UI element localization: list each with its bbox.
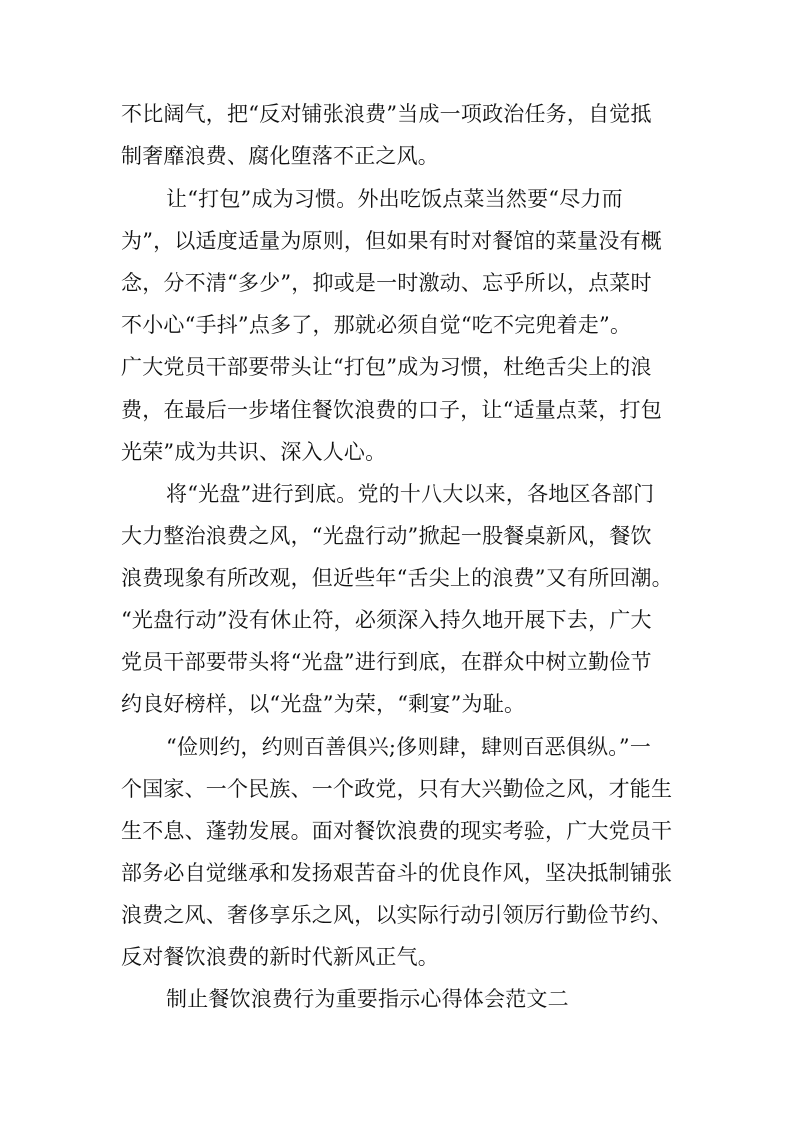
text-line: “光盘行动”没有休止符，必须深入持久地开展下去，广大 <box>121 608 652 632</box>
text-line: 广大党员干部要带头让“打包”成为习惯，杜绝舌尖上的浪 <box>121 355 652 379</box>
text-line: 不小心“手抖”点多了，那就必须自觉“吃不完兜着走”。 <box>121 313 632 337</box>
paragraph-heading-line: 将“光盘”进行到底。党的十八大以来，各地区各部门 <box>166 482 655 506</box>
text-line: 费，在最后一步堵住餐饮浪费的口子，让“适量点菜，打包 <box>121 398 662 422</box>
quote-line: “俭则约，约则百善俱兴;侈则肆，肆则百恶俱纵。”一 <box>166 735 652 759</box>
paragraph-heading-line: 让“打包”成为习惯。外出吃饭点菜当然要“尽力而 <box>166 187 623 211</box>
text-line: 制奢靡浪费、腐化堕落不正之风。 <box>121 144 439 168</box>
text-line: 为”，以适度适量为原则，但如果有时对餐馆的菜量没有概 <box>121 229 662 253</box>
section-title: 制止餐饮浪费行为重要指示心得体会范文二 <box>166 987 569 1011</box>
text-line: 光荣”成为共识、深入人心。 <box>121 440 387 464</box>
text-line: 大力整治浪费之风，“光盘行动”掀起一股餐桌新风，餐饮 <box>121 524 652 548</box>
text-line: 党员干部要带头将“光盘”进行到底，在群众中树立勤俭节 <box>121 650 652 674</box>
text-line: 个国家、一个民族、一个政党，只有大兴勤俭之风，才能生 <box>121 777 673 801</box>
text-line: 生不息、蓬勃发展。面对餐饮浪费的现实考验，广大党员干 <box>121 819 673 843</box>
text-line: 反对餐饮浪费的新时代新风正气。 <box>121 945 439 969</box>
text-line: 不比阔气，把“反对铺张浪费”当成一项政治任务，自觉抵 <box>121 102 652 126</box>
text-line: 念，分不清“多少”，抑或是一时激动、忘乎所以，点菜时 <box>121 271 652 295</box>
text-line: 浪费现象有所改观，但近些年“舌尖上的浪费”又有所回潮。 <box>121 566 673 590</box>
text-line: 浪费之风、奢侈享乐之风，以实际行动引领厉行勤俭节约、 <box>121 903 673 927</box>
text-line: 部务必自觉继承和发扬艰苦奋斗的优良作风，坚决抵制铺张 <box>121 861 673 885</box>
text-line: 约良好榜样，以“光盘”为荣，“剩宴”为耻。 <box>121 692 526 716</box>
